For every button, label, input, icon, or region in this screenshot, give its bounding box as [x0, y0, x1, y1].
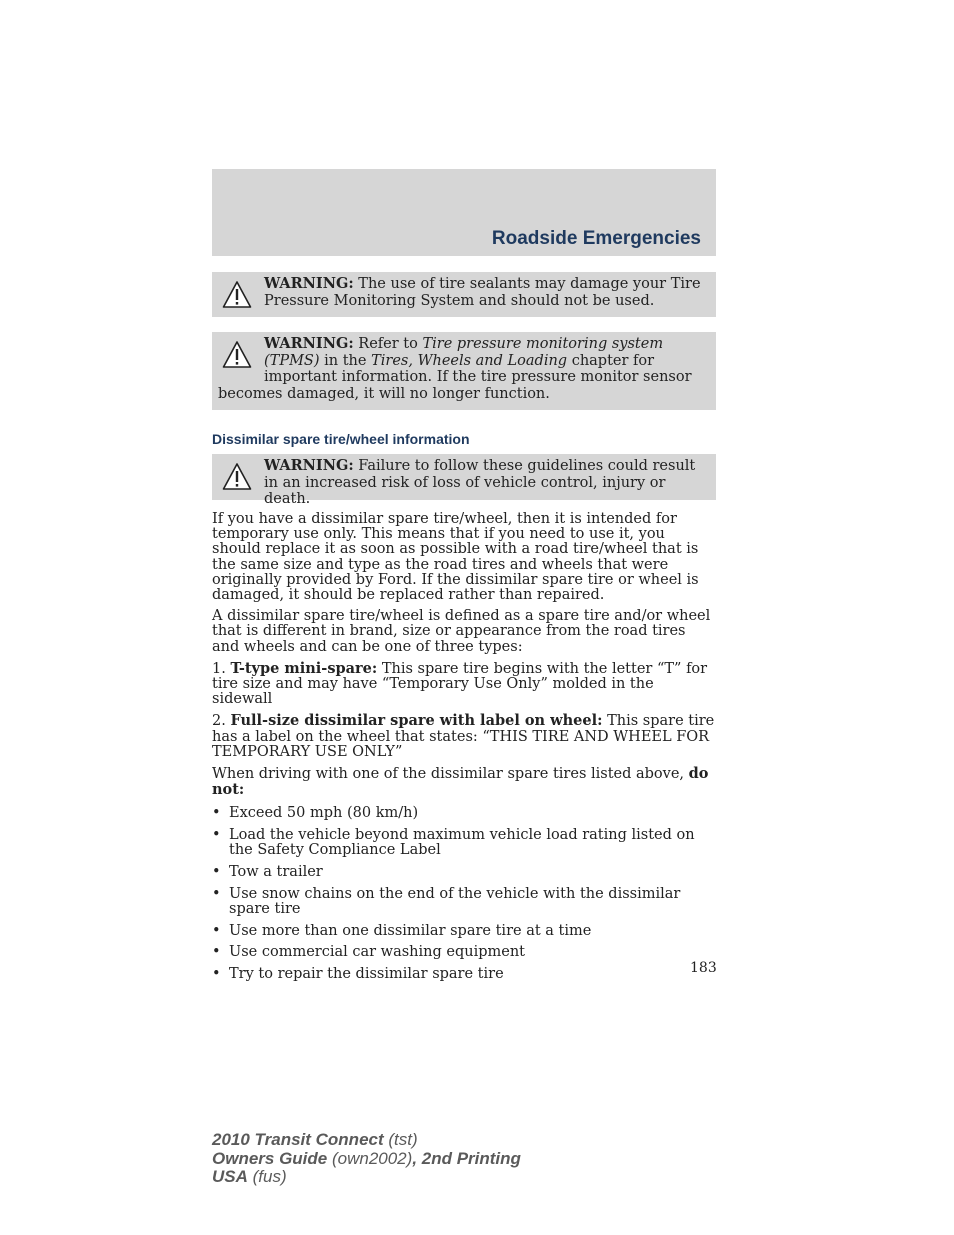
list-item: • Tow a trailer [212, 864, 323, 881]
spare-type-name: Full-size dissimilar spare with label on wheel: [230, 712, 603, 730]
warning-box-tire-sealants [212, 272, 716, 317]
warning-text: in the [319, 352, 372, 369]
warning-text: Failure to follow these guidelines could result in an increased risk of loss of vehicle control, injury or death. [264, 458, 696, 507]
spare-type-item: 2. Full-size dissimilar spare with label on wheel: This spare tire has a label on the wheel that states: “THIS TIRE AND WHEEL FOR TEMPORARY USE ONLY” [212, 712, 715, 760]
header-band [212, 169, 716, 256]
list-item: • Use snow chains on the end of the vehicle with the dissimilar spare tire [212, 885, 681, 917]
bullet: • [212, 827, 221, 844]
warning-text: The use of tire sealants may damage your Tire Pressure Monitoring System and should not be used. [264, 276, 701, 309]
warning-label: WARNING: [264, 457, 354, 474]
bullet: • [212, 922, 221, 939]
warning-triangle-icon [222, 340, 252, 370]
do-not-list [212, 806, 716, 982]
paragraph: If you have a dissimilar spare tire/wheel, then it is intended for temporary use only. This means that if you need to use it, you should replace it as soon as possible with a road tire/wheel that is the same size and type as the road tires and wheels that were originally provided by Ford. If the dissimilar spare tire or wheel is damaged, it should be replaced rather than repaired. [212, 511, 699, 604]
warning-text: chapter for important information. If the tire pressure monitor sensor becomes damaged, it will no longer function. [218, 352, 692, 402]
warning-text: Refer to [353, 336, 423, 352]
warning-triangle-icon [222, 280, 252, 310]
bullet: • [212, 805, 221, 822]
driving-intro: When driving with one of the dissimilar spare tires listed above, do not: [212, 765, 709, 799]
list-item: • Exceed 50 mph (80 km/h) [212, 805, 419, 822]
section-heading: Dissimilar spare tire/wheel information [212, 431, 470, 447]
warning-label: WARNING: [264, 275, 354, 292]
body-text [212, 512, 716, 989]
footer [212, 1131, 521, 1187]
list-item: • Try to repair the dissimilar spare tire [212, 966, 504, 983]
footer-line: USA (fus) [212, 1167, 287, 1186]
bullet: • [212, 944, 221, 961]
spare-type-name: T-type mini-spare: [230, 659, 378, 677]
paragraph: A dissimilar spare tire/wheel is defined as a spare tire and/or wheel that is different in brand, size or appearance from the road tires and wheels and can be one of three types: [212, 608, 711, 655]
do-not-label: do not: [212, 765, 709, 799]
warning-label: WARNING: [264, 335, 354, 352]
footer-line: Owners Guide (own2002), 2nd Printing [212, 1148, 521, 1168]
page-number: 183 [690, 960, 717, 976]
page-title: Roadside Emergencies [491, 228, 701, 249]
tpms-reference: Tire pressure monitoring system (TPMS) [264, 336, 664, 369]
bullet: • [212, 864, 221, 881]
list-item: • Use commercial car washing equipment [212, 944, 525, 961]
warning-triangle-icon [222, 462, 252, 492]
list-item: • Load the vehicle beyond maximum vehicle load rating listed on the Safety Compliance Label [212, 827, 695, 859]
bullet: • [212, 966, 221, 983]
warning-box-guidelines [212, 454, 716, 507]
chapter-reference: Tires, Wheels and Loading [371, 352, 568, 369]
footer-line: 2010 Transit Connect (tst) [212, 1130, 418, 1149]
bullet: • [212, 885, 221, 902]
warning-box-tpms [212, 332, 716, 410]
spare-type-item: 1. T-type mini-spare: This spare tire begins with the letter “T” for tire size and may have “Temporary Use Only” molded in the sidewall [212, 659, 708, 708]
list-item: • Use more than one dissimilar spare tire at a time [212, 922, 592, 939]
